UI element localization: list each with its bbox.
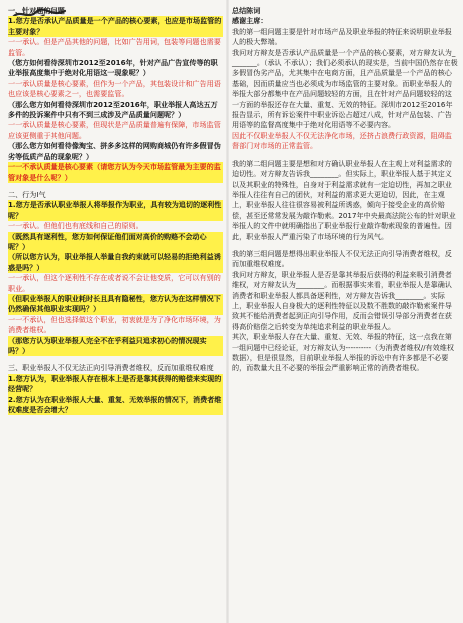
right-paragraph: 我问对方辩友是否承认产品质量是一个产品的核心要素，对方辩友认为________。（承认 不承认）；我们必须承认的现实是，当前中国仍然存在极多假冒伪劣产品，尤其集中在电商方面，且产品质量是一个产品的核心基础，因而质量应当也必须成为市场监管的主要对象。而职业举报人的举报大部分都集中在产品问题较轻的方面，且在针对产品问题较轻的这一方面的举报还存在大量、重复、无效的特征。深圳市2012至2016年报告显示，所有诉讼案件中职业诉讼占超过八成，针对产品包装、广告用语等的监督高度集中于绝对化用语等不必要内容。 — [232, 47, 458, 130]
left-paragraph: （所以您方认为，职业举报人举量自我约束就可以轻易的拒绝利益诱惑是吗？） — [8, 252, 223, 273]
left-paragraph: （那么您方如何看待像淘宝、拼多多这样的网购商城仍有许多假冒伪劣等低质产品的现象呢？） — [8, 141, 221, 161]
right-paragraph: 我的第二组问题主要是想和对方确认职业举报人在主观上对利益需求的迫切性。对方辩友告诉我________。但实际上，职业举报人基于其定义以及其职业的特殊性，自身对于利益需求就有一定迫切性，再加之职业举报人往往有自己的团伙，对利益的需求更大更迫切，因此，在主观上，职业举报人往往很容易被利益所诱惑，倾向于接受企业的高价赔偿，甚至还常常发展为敲诈勒索。2017年中央最高法院公布的针对职业举报人的文件中就明确指出了职业举报行业敲诈勒索现象的普遍性。因此，职业举报人严重污染了市场环境的行为风气。 — [232, 158, 456, 241]
left-paragraph: （那么您方如何看待深圳市2012至2016年，职业举报人高达五万多件的投诉案件中只有不到三成涉及产品质量问题呢？） — [8, 99, 218, 120]
right-paragraph: 我的第三组问题是想得出职业举报人不仅无法正向引导消费者维权，反而加重维权难度。 — [232, 248, 452, 269]
right-paragraphs — [232, 16, 458, 373]
right-paragraph: 其次，职业举报人存在大量、重复、无效、举报的特征，这一点我在第一组问题中已经论证，对方辩友认为----------（为消费者维权//有效维权数据），但是很显然，目前职业举报人举报的诉讼中有许多都是不必要的，而数量大且不必要的举报会严重影响正常的消费者维权。 — [232, 332, 454, 373]
section-gap — [8, 356, 223, 363]
page-fold-shadow — [226, 0, 229, 623]
right-title: 总结陈词 — [232, 6, 261, 15]
left-paragraph: 1.您方是否承认职业举报人将举报作为职业，具有较为追切的逐利性呢？ — [8, 200, 222, 220]
left-paragraph: 1.您方认为，职业举报人存在根本上是否是靠其获得的赔偿来实现的经营呢？ — [8, 373, 222, 394]
right-paragraph: 感谢主席： — [232, 16, 268, 26]
section-gap — [8, 183, 223, 190]
left-paragraph: 二、行为I气 — [8, 189, 46, 199]
left-paragraph: （那您方认为职业举报人完全不在乎利益只追求初心的情况现实吗？） — [8, 336, 223, 357]
left-paragraph: 一一承认。但是产品其他的问题，比如广告用词，包装等问题也需要监管。 — [8, 37, 221, 57]
left-paragraph: 三、职业举报人不仅无法正向引导消费者维权，反而加重维权难度 — [8, 363, 214, 373]
left-paragraph: 一一承认质量是核心要素，但现状是产品质量普遍有保障，市场监管应该更侧重于其他问题。 — [8, 120, 221, 140]
left-paragraph: 一一不承认，但也选择做这个职业，初衷就是为了净化市场环境，为消费者维权。 — [8, 314, 221, 335]
right-paragraph: 我问对方辩友，职业举报人是否是靠其举报后获得的利益来吸引消费者维权，对方辩友认为________。而根据事实来看，职业举报人是靠确认消费者和职业举报人都具备逐利性，对方辩友告诉我________。实际上，职业举报人自身极大的逐利性特征以及数不胜数的敲诈勒索案件导致其不能给消费者起到正向引导作用，反而会错误引导部分消费者在获得高价赔偿之后转变为单纯追求利益的职业举报人。 — [232, 269, 452, 331]
left-column — [8, 6, 223, 415]
left-title: 一、针对题的问题 — [8, 6, 65, 15]
right-paragraph: 我的第一组问题主要是针对市场产品及职业举报的特征来说明职业举报人的极大弊端。 — [232, 26, 452, 47]
right-column — [232, 6, 458, 374]
left-paragraph: （您方如何看待深圳市2012至2016年，针对产品广告宣传等的职业举报高度集中于绝对化用语这一现象呢？） — [8, 58, 218, 78]
left-paragraph: 一一承认，但这个逐利性不存在或者说不会让他变质，它可以有别的职业。 — [8, 273, 221, 293]
left-paragraph: （既然具有逐利性，您方如何保证他们面对高价的购赂不会动心呢？） — [8, 232, 223, 253]
left-paragraph: 一一承认质量是核心要素，但作为一个产品，其包装设计和广告用语也应该是核心要素之一，也需要监管。 — [8, 78, 221, 99]
section-gap — [232, 242, 458, 249]
left-paragraph: 一一承认。但他们也有底线和自己的原则。 — [8, 221, 143, 231]
right-paragraph: 因此不仅职业举报人不仅无法净化市场，还挤占浪费行政资源，阻碍监督部门对市场的正常监管。 — [232, 130, 452, 151]
left-paragraph: 2.您方认为在职业举报人大量、重复、无效举报的情况下，消费者维权难度是否会增大？ — [8, 394, 222, 415]
left-paragraph: 一一不承认质量是核心要素（请您方认为今天市场监管最为主要的监管对象是什么呢？） — [8, 162, 223, 183]
left-paragraph: （但职业举报人的职业耗时长且具有隐秘性，您方认为在这样情况下仍然确保其他职业实现吗？） — [8, 294, 223, 315]
left-paragraphs — [8, 16, 223, 415]
left-paragraph: 1.您方是否承认产品质量是一个产品的核心要素，也应是市场监管的主要对象？ — [8, 16, 222, 36]
section-gap — [232, 152, 458, 159]
